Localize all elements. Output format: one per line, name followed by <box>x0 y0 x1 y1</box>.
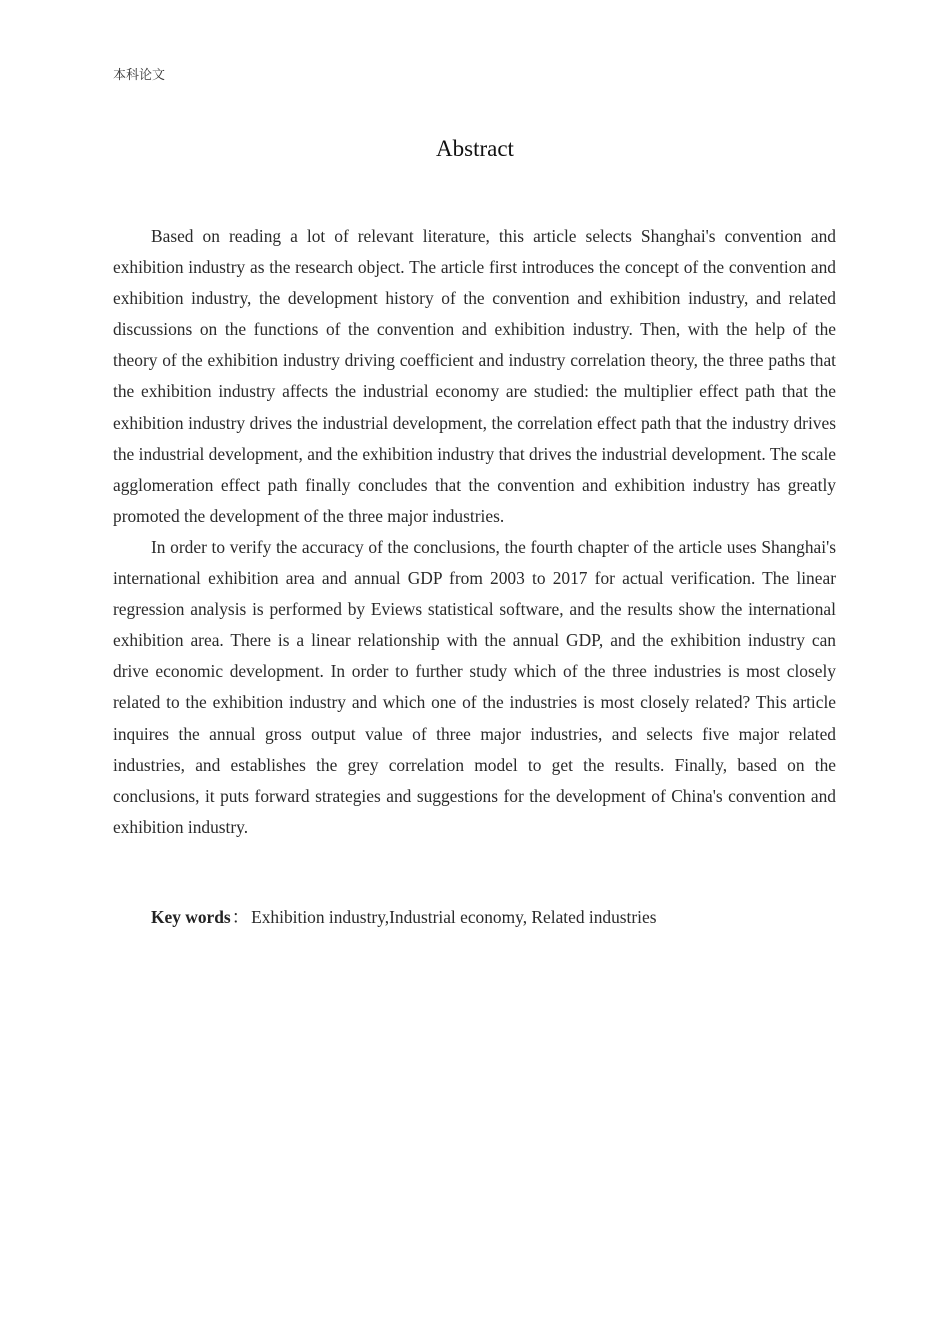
abstract-body <box>113 221 836 843</box>
keywords-separator: ： <box>231 907 250 927</box>
keywords-label: Key words <box>151 907 231 927</box>
abstract-paragraph-1: Based on reading a lot of relevant literature, this article selects Shanghai's convention and exhibition industry as the research object. The article first introduces the concept of the convention and exhibition industry, the development history of the convention and exhibition industry, and related discussions on the functions of the convention and exhibition industry. Then, with the help of the theory of the exhibition industry driving coefficient and industry correlation theory, the three paths that the exhibition industry affects the industrial economy are studied: the multiplier effect path that the exhibition industry drives the industrial development, the correlation effect path that the industry drives the industrial development, and the exhibition industry that drives the industrial development. The scale agglomeration effect path finally concludes that the convention and exhibition industry has greatly promoted the development of the three major industries. <box>113 226 836 526</box>
page-title: Abstract <box>436 136 514 161</box>
running-header: 本科论文 <box>113 68 166 83</box>
keywords-text: Exhibition industry,Industrial economy, Related industries <box>251 907 657 927</box>
keywords-line <box>151 903 841 931</box>
abstract-paragraph-2: In order to verify the accuracy of the conclusions, the fourth chapter of the article uses Shanghai's international exhibition area and annual GDP from 2003 to 2017 for actual verification. The linear regression analysis is performed by Eviews statistical software, and the results show the international exhibition area. There is a linear relationship with the annual GDP, and the exhibition industry can drive economic development. In order to further study which of the three industries is most closely related to the exhibition industry and which one of the industries is most closely related? This article inquires the annual gross output value of three major industries, and selects five major related industries, and establishes the grey correlation model to get the results. Finally, based on the conclusions, it puts forward strategies and suggestions for the development of China's convention and exhibition industry. <box>113 536 836 837</box>
